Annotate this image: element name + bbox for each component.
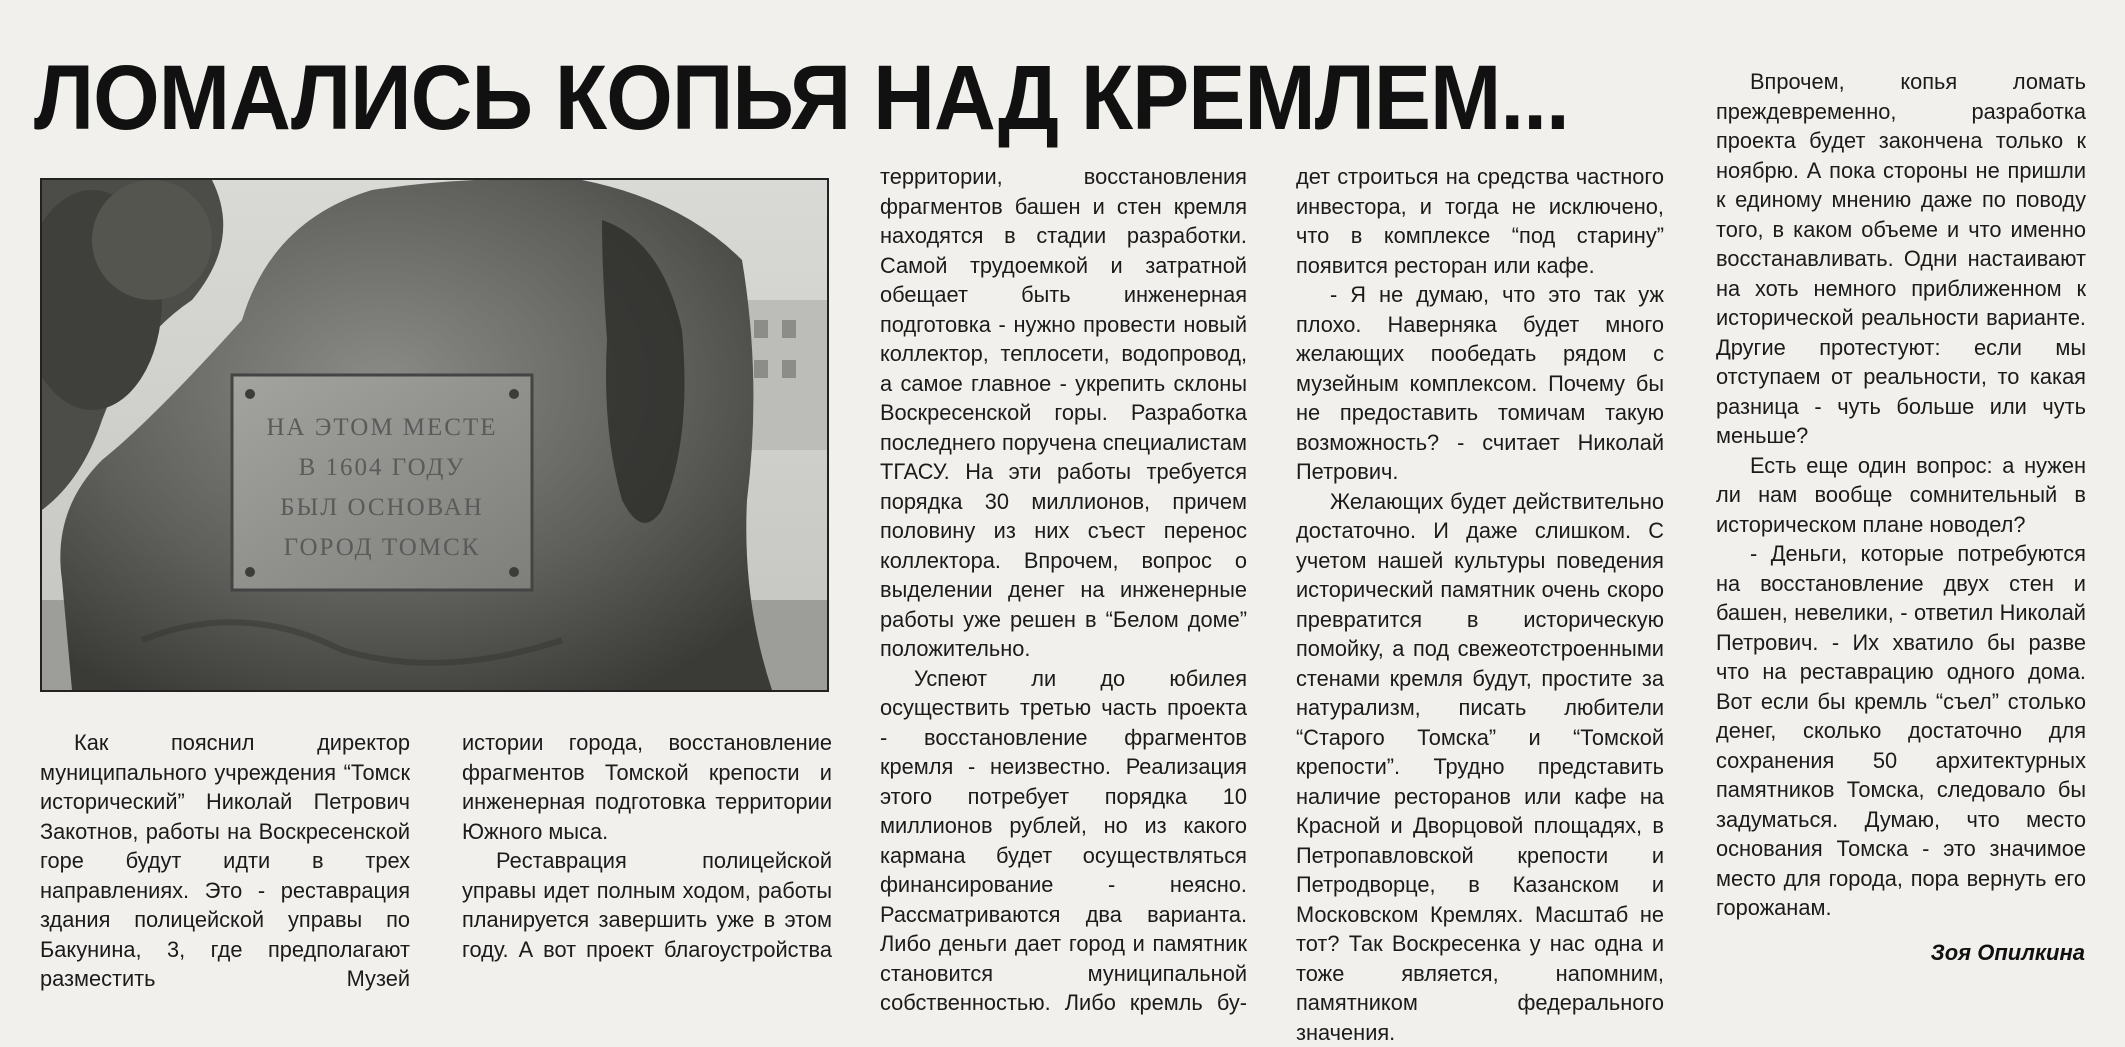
plaque-line: ГОРОД ТОМСК bbox=[284, 534, 481, 561]
paragraph: территории, восстановления фрагментов башен и стен кремля находятся в стадии разработки. Самой трудоемкой и затратной обещает быть инженерная подготовка - нужно провести новый коллектор, теплосети, водопровод, а самое главное - укрепить склоны Воскресенской горы. Разработка последнего поручена специалистам ТГАСУ. На эти работы требуется порядка 30 миллионов, причем половину из них съест перенос коллектора. Впрочем, вопрос о выделении денег на инженерные работы уже решен в “Белом доме” положительно. bbox=[880, 162, 1247, 664]
paragraph: Успеют ли до юбилея осуществить третью часть проекта - восстановление фрагментов кремля - неизвестно. Реализация этого потребует порядка 10 миллионов рублей, но из какого кармана будет осуществляться финансирование - неясно. Рассматриваются два варианта. Либо деньги дает город и памятник становится муниципальной собственностью. Либо кремль бу- bbox=[880, 664, 1247, 1018]
article-column-4 bbox=[1296, 162, 1664, 1047]
paragraph: Как пояснил директор муниципального учреждения “Томск исторический” Николай Петрович Закотнов, работы на Воскресенской горе будут идти в трех направлениях. Это - реставрация здания полицейской управы по Бакунина, 3, где предполагают разместить Музей bbox=[40, 728, 410, 994]
plaque-line: НА ЭТОМ МЕСТЕ bbox=[266, 414, 497, 441]
article-column-2 bbox=[462, 728, 832, 964]
plaque-line: БЫЛ ОСНОВАН bbox=[280, 494, 484, 521]
author-signature: Зоя Опилкина bbox=[1931, 940, 2085, 966]
article-column-5 bbox=[1716, 67, 2086, 923]
paragraph: - Я не думаю, что это так уж плохо. Наверняка будет много желающих пообедать рядом с музейным комплексом. Почему бы не предоставить томичам такую возможность? - считает Николай Петрович. bbox=[1296, 280, 1664, 487]
paragraph: Желающих будет действительно достаточно. И даже слишком. С учетом нашей культуры поведения исторический памятник очень скоро превратится в историческую помойку, а под свежеотстроенными стенами кремля будут, простите за натурализм, писать любители “Старого Томска” и “Томской крепости”. Трудно представить наличие ресторанов или кафе на Красной и Дворцовой площадях, в Петропавловской крепости и Петродворце, в Казанском и Московском Кремлях. Масштаб не тот? Так Воскресенка у нас одна и тоже является, напомним, памятником федерального значения. bbox=[1296, 487, 1664, 1047]
article-column-1 bbox=[40, 728, 410, 994]
paragraph: Есть еще один вопрос: а нужен ли нам вообще сомнительный в историческом плане новодел? bbox=[1716, 451, 2086, 540]
monument-photo bbox=[40, 178, 829, 692]
monument-stone-illustration bbox=[42, 180, 827, 690]
paragraph: истории города, восстановление фрагментов Томской крепости и инженерная подготовка территории Южного мыса. bbox=[462, 728, 832, 846]
article-column-3 bbox=[880, 162, 1247, 1018]
paragraph: Реставрация полицейской управы идет полным ходом, работы планируется завершить уже в этом году. А вот проект благоустройства bbox=[462, 846, 832, 964]
plaque-line: В 1604 ГОДУ bbox=[299, 454, 466, 481]
headline: ЛОМАЛИСЬ КОПЬЯ НАД КРЕМЛЕМ... bbox=[34, 48, 1596, 148]
paragraph: дет строиться на средства частного инвестора, и тогда не исключено, что в комплексе “под старину” появится ресторан или кафе. bbox=[1296, 162, 1664, 280]
paragraph: Впрочем, копья ломать преждевременно, разработка проекта будет закончена только к ноябрю. А пока стороны не пришли к единому мнению даже по поводу того, в каком объеме и что именно восстанавливать. Одни настаивают на хоть немного приближенном к исторической реальности варианте. Другие протестуют: если мы отступаем от реальности, то какая разница - чуть больше или чуть меньше? bbox=[1716, 67, 2086, 451]
paragraph: - Деньги, которые потребуются на восстановление двух стен и башен, невелики, - ответил Николай Петрович. - Их хватило бы разве что на реставрацию одного дома. Вот если бы кремль “съел” столько денег, сколько достаточно для сохранения 50 архитектурных памятников Томска, следовало бы задуматься. Думаю, что место основания Томска - это значимое место для города, пора вернуть его горожанам. bbox=[1716, 539, 2086, 923]
